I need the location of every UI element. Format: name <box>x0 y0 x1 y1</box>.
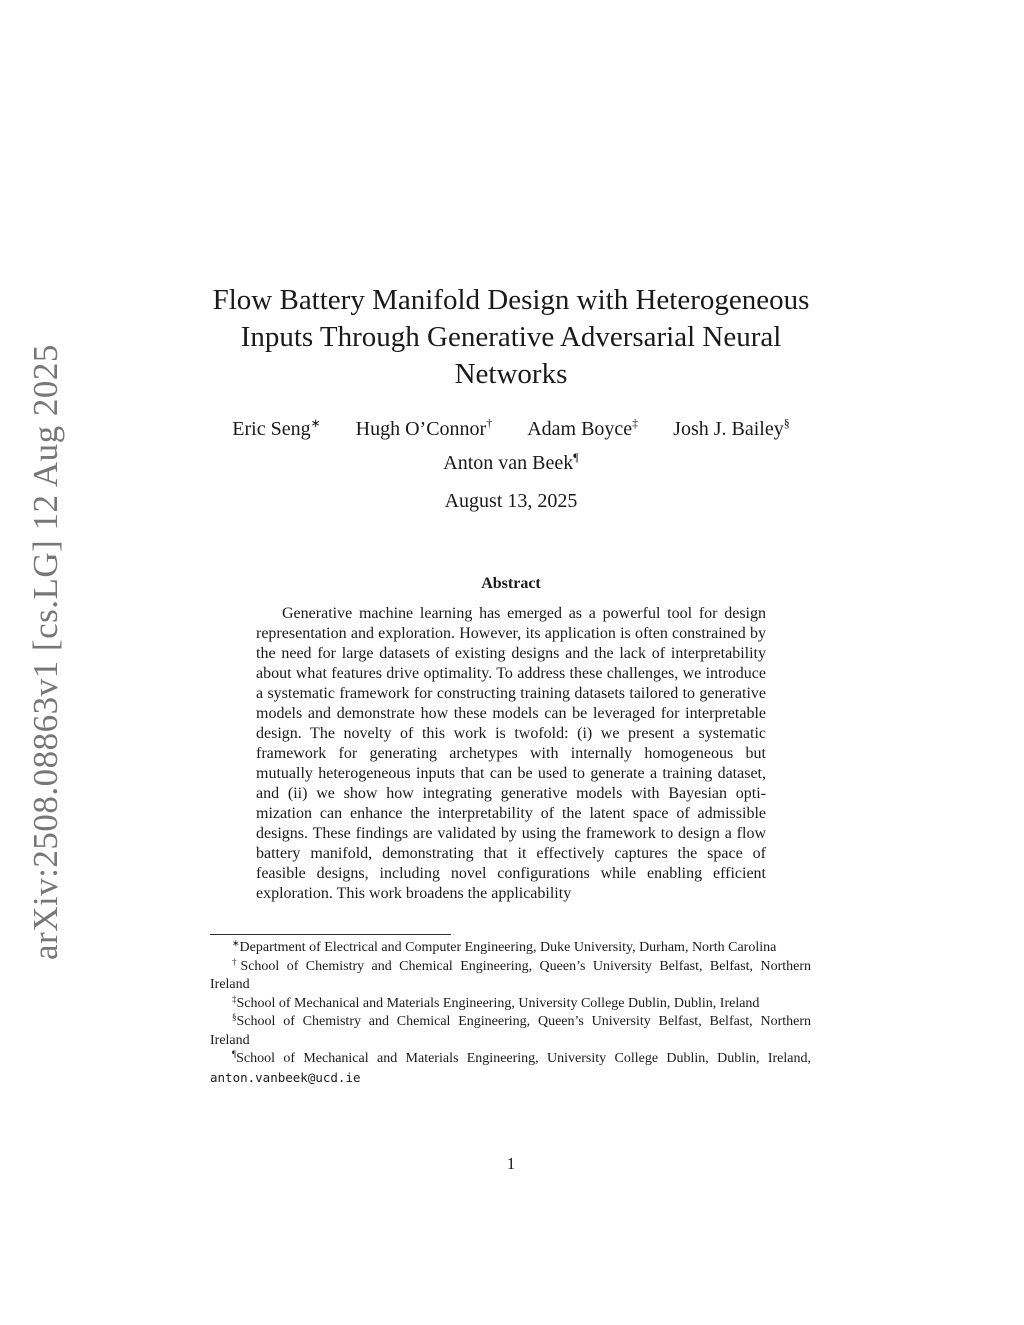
footnote-divider <box>210 934 451 935</box>
author-affiliation-mark: † <box>486 416 493 430</box>
author-list <box>200 412 822 480</box>
author-adam-boyce <box>527 412 638 446</box>
paper-title: Flow Battery Manifold Design with Heterogeneous Inputs Through Generative Adversarial Neural Networks <box>212 284 810 390</box>
publication-date: August 13, 2025 <box>444 490 578 512</box>
author-hugh-oconnor <box>356 412 493 446</box>
footnote-text: School of Mechanical and Materials Engineering, University College Dublin, Dublin, Ireland <box>236 995 760 1011</box>
author-name: Adam Boyce <box>527 418 633 440</box>
footnote-affiliation-2 <box>210 958 811 995</box>
footnote-mark: † <box>232 956 241 967</box>
footnote-mark: § <box>232 1012 237 1022</box>
footnote-affiliation-3 <box>210 995 811 1014</box>
footnote-text: School of Chemistry and Chemical Engineering, Queen’s University Belfast, Belfast, Northern Ireland <box>210 958 812 992</box>
author-name: Josh J. Bailey <box>673 418 784 440</box>
author-affiliation-mark: ¶ <box>573 450 579 464</box>
footnote-text: Department of Electrical and Computer Engineering, Duke University, Durham, North Carolina <box>239 940 777 955</box>
author-name: Hugh O’Connor <box>355 418 487 440</box>
footnote-text: School of Mechanical and Materials Engineering, University College Dublin, Dublin, Ireland, <box>236 1051 811 1066</box>
abstract-heading: Abstract <box>481 575 541 592</box>
author-name: Anton van Beek <box>443 452 574 474</box>
footnote-affiliation-5 <box>210 1050 811 1088</box>
author-affiliation-mark: ∗ <box>310 416 321 430</box>
footnote-affiliation-1 <box>210 939 811 958</box>
page-number: 1 <box>506 1154 516 1173</box>
affiliation-footnotes <box>210 939 811 1088</box>
footnote-affiliation-4 <box>210 1013 811 1050</box>
author-name: Eric Seng <box>232 418 311 440</box>
author-affiliation-mark: ‡ <box>632 416 639 430</box>
footnote-mark: ∗ <box>232 938 240 948</box>
corresponding-email-link[interactable]: anton.vanbeek@ucd.ie <box>210 1069 361 1085</box>
author-eric-seng <box>232 412 320 446</box>
footnote-text: School of Chemistry and Chemical Engineering, Queen’s University Belfast, Belfast, Northern Ireland <box>210 1014 811 1048</box>
footnote-mark: ‡ <box>232 993 237 1004</box>
footnote-mark: ¶ <box>232 1049 237 1059</box>
abstract-text: Generative machine learning has emerged as a powerful tool for design representation and exploration. However, its application is often constrained by the need for large datasets of existing designs and the lack of interpretability about what features drive optimality. To address these challenges, we introduce a systematic framework for constructing training datasets tailored to generative models and demonstrate how these models can be leveraged for interpretable design. The novelty of this work is twofold: (i) we present a systematic framework for generating archetypes with internally homogeneous but mutually heterogeneous inputs that can be used to generate a training dataset, and (ii) we show how integrating generative models with Bayesian optimization can enhance the interpretability of the latent space of admissible designs. These findings are validated by using the framework to design a flow battery manifold, demonstrating that it effectively captures the space of feasible designs, including novel configurations while enabling efficient exploration. This work broadens the applicability <box>256 605 766 902</box>
author-josh-bailey <box>673 412 790 446</box>
author-affiliation-mark: § <box>783 416 790 430</box>
author-anton-van-beek <box>443 446 578 480</box>
arxiv-identifier-stamp: arXiv:2508.08863v1 [cs.LG] 12 Aug 2025 <box>26 344 65 960</box>
